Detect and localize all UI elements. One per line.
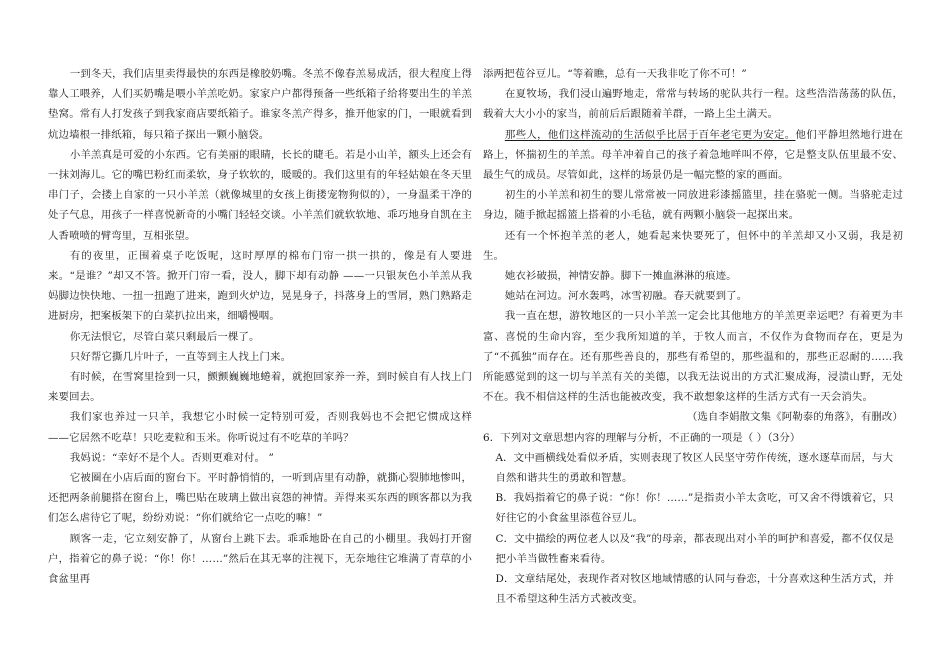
paragraph: 添两把苞谷豆儿。“等着瞧，总有一天我非吃了你不可！” xyxy=(483,68,747,80)
paragraph: 初生的小羊羔和初生的婴儿常常被一同放进彩漆摇篮里，挂在骆驼一侧。当骆驼走过身边，随手掀起摇篮上搭着的小毛毡，就有两颗小脑袋一起探出来。 xyxy=(483,189,903,222)
question-stem: 6．下列对文章思想内容的理解与分析，不正确的一项是（ ）（3分） xyxy=(483,431,801,444)
paragraph-with-underline xyxy=(483,125,903,186)
paragraph: 它被圈在小店后面的窗台下。平时静悄悄的，一听到店里有动静，就撕心裂肺地惨叫，还把两条前腿搭在窗台上，嘴巴贴在玻璃上做出哀怨的神情。弄得来买东西的顾客都以为我们怎么虐待它了呢，纷纷劝说：“你们就给它一点吃的嘛！” xyxy=(48,472,472,525)
paragraph: 一到冬天，我们店里卖得最快的东西是橡胶奶嘴。冬羔不像春羔易成活，很大程度上得靠人工喂养，人们买奶嘴是喂小羊羔吃奶。家家户户都得预备一些纸箱子给将要出生的羊羔垫窝。常有人打发孩子到我家商店要纸箱子。谁家冬羔产得多，推开他家的门，一眼就看到炕边墙根一排纸箱，每只箱子探出一颗小脑袋。 xyxy=(48,68,472,141)
right-column xyxy=(483,64,903,609)
paragraph: 顾客一走，它立刻安静了，从窗台上跳下去。乖乖地卧在自己的小棚里。我妈打开窗户，指着它的鼻子说：“你！你！……”然后在其无辜的注视下，无奈地往它堆满了青草的小食盆里再 xyxy=(48,532,472,586)
option-a: A．文中画横线处看似矛盾，实则表现了牧区人民坚守劳作传统，逐水逐草而居，与大自然和谐共生的勇敢和智慧。 xyxy=(495,451,894,485)
left-column xyxy=(48,64,472,589)
paragraph: 有的夜里，正围着桌子吃饭呢，这时厚厚的棉布门帘一拱一拱的，像是有人要进来。“是谁？”却又不答。掀开门帘一看，没人，脚下却有动静 ——一只银灰色小羊羔从我妈脚边快快地、一扭一扭跑了进来，跑到火炉边，晃晃身子，抖落身上的雪屑，熟门熟路走进厨房，把案板架下的白菜扒拉出来，细嚼慢咽。 xyxy=(48,249,472,323)
option-d: D．文章结尾处，表现作者对牧区地域情感的认同与眷恋，十分喜欢这种生活方式，并且不希望这种生活方式被改变。 xyxy=(495,573,894,606)
paragraph: 你无法恨它，尽管白菜只剩最后一棵了。 xyxy=(69,330,260,343)
paragraph: 我们家也养过一只羊，我想它小时候一定特别可爱，否则我妈也不会把它惯成这样 ——它居然不吃草！只吃麦粒和玉米。你听说过有不吃草的羊吗？ xyxy=(48,411,472,444)
source-citation: （选自李娟散文集《阿勒泰的角落》，有删改） xyxy=(686,411,903,424)
paragraph: 只好帮它撕几片叶子，一直等到主人找上门来。 xyxy=(69,350,292,363)
underlined-sentence: 那些人，他们这样流动的生活似乎比居于百年老宅更为安定。 xyxy=(504,128,796,141)
paragraph: 小羊羔真是可爱的小东西。它有美丽的眼睛，长长的睫毛。若是小山羊，额头上还会有一抹刘海儿。它的嘴巴粉红而柔软，身子软软的，暖暖的。我们这里有的年轻姑娘在冬天里串门子，会搂上自家的一只小羊羔（就像城里的女孩上街搂宠物狗似的），一身温柔干净的处子气息，用孩子一样喜悦新奇的小嘴门轻轻交谈。小羊羔们就软软地、乖巧地身自凯在主人香喷喷的臂弯里，互相张望。 xyxy=(48,148,472,242)
paragraph: 她站在河边。河水轰鸣，冰雪初融。春天就要到了。 xyxy=(504,290,748,303)
paragraph: 我妈说：“幸好不是个人。否则更难对付。 ” xyxy=(69,451,274,464)
option-b: B．我妈指着它的鼻子说：“你！你！……”是指责小羊太贪吃，可又舍不得饿着它，只好往它的小食盆里添苞谷豆儿。 xyxy=(495,492,894,525)
paragraph: 我一直在想，游牧地区的一只小羊羔一定会比其他地方的羊羔更幸运吧？有着更为丰富、喜悦的生命内容，至少我所知道的羊，于牧人而言，不仅作为食物而存在，更是为了“不孤独”而存在。还有那些善良的，那些有希望的，那些温和的，那些正忍耐的……我所能感觉到的这一切与羊羔有关的美德，以我无法说出的方式汇聚成海，浸渍山野，无处不在。我不相信这样的生活也能被改变，我不敢想象这样的生活方式有一天会消失。 xyxy=(483,310,903,404)
paragraph: 还有一个怀抱羊羔的老人，她看起来快要死了，但怀中的羊羔却又小又弱，我是初生。 xyxy=(483,229,903,262)
paragraph-continuation: 他们平静坦然地行进在路上，怀揣初生的羊羔。母羊冲着自己的孩子着急地咩叫不停，它是整支队伍里最不安、最生气的成员。尽管如此，这样的场景仍是一幅完整的家的画面。 xyxy=(483,128,903,182)
paragraph: 有时候，在雪窝里捡到一只，颤颤巍巍地蜷着，就抱回家养一养，到时候自有人找上门来要回去。 xyxy=(48,371,472,404)
paragraph: 在夏牧场，我们浸山遍野地走，常常与转场的驼队共行一程。这些浩浩荡荡的队伍，载着大大小小的家当，前前后后跟随着羊群，一路上尘土满天。 xyxy=(483,88,903,121)
paragraph: 她衣衫破损，神情安静。脚下一摊血淋淋的痕迹。 xyxy=(504,270,737,283)
option-c: C．文中描绘的两位老人以及“我”的母亲，都表现出对小羊的呵护和喜爱，都不仅仅是把小羊当做牲畜来看待。 xyxy=(495,532,894,565)
